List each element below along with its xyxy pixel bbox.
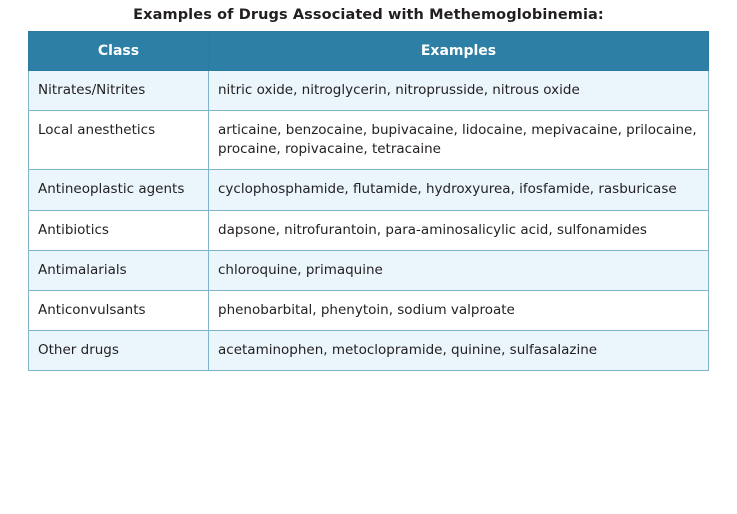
- cell-examples: phenobarbital, phenytoin, sodium valproate: [209, 290, 709, 330]
- cell-examples: articaine, benzocaine, bupivacaine, lidocaine, mepivacaine, prilocaine, procaine, ropivacaine, tetracaine: [209, 111, 709, 170]
- column-header-examples: Examples: [209, 32, 709, 71]
- cell-class: Anticonvulsants: [29, 290, 209, 330]
- cell-examples: dapsone, nitrofurantoin, para-aminosalicylic acid, sulfonamides: [209, 210, 709, 250]
- table-row: [29, 210, 709, 250]
- column-header-class: Class: [29, 32, 209, 71]
- table-row: [29, 71, 709, 111]
- table-header-row: [29, 32, 709, 71]
- table-row: [29, 170, 709, 210]
- table-row: [29, 250, 709, 290]
- table-header: [29, 32, 709, 71]
- table-row: [29, 290, 709, 330]
- cell-class: Local anesthetics: [29, 111, 209, 170]
- cell-examples: acetaminophen, metoclopramide, quinine, sulfasalazine: [209, 331, 709, 371]
- cell-class: Antimalarials: [29, 250, 209, 290]
- cell-class: Antineoplastic agents: [29, 170, 209, 210]
- cell-examples: cyclophosphamide, flutamide, hydroxyurea, ifosfamide, rasburicase: [209, 170, 709, 210]
- table-body: [29, 71, 709, 371]
- cell-class: Other drugs: [29, 331, 209, 371]
- page-title: Examples of Drugs Associated with Methemoglobinemia:: [133, 7, 604, 23]
- cell-class: Antibiotics: [29, 210, 209, 250]
- table-row: [29, 331, 709, 371]
- cell-examples: nitric oxide, nitroglycerin, nitroprusside, nitrous oxide: [209, 71, 709, 111]
- table-row: [29, 111, 709, 170]
- cell-examples: chloroquine, primaquine: [209, 250, 709, 290]
- drug-table: [28, 31, 709, 371]
- cell-class: Nitrates/Nitrites: [29, 71, 209, 111]
